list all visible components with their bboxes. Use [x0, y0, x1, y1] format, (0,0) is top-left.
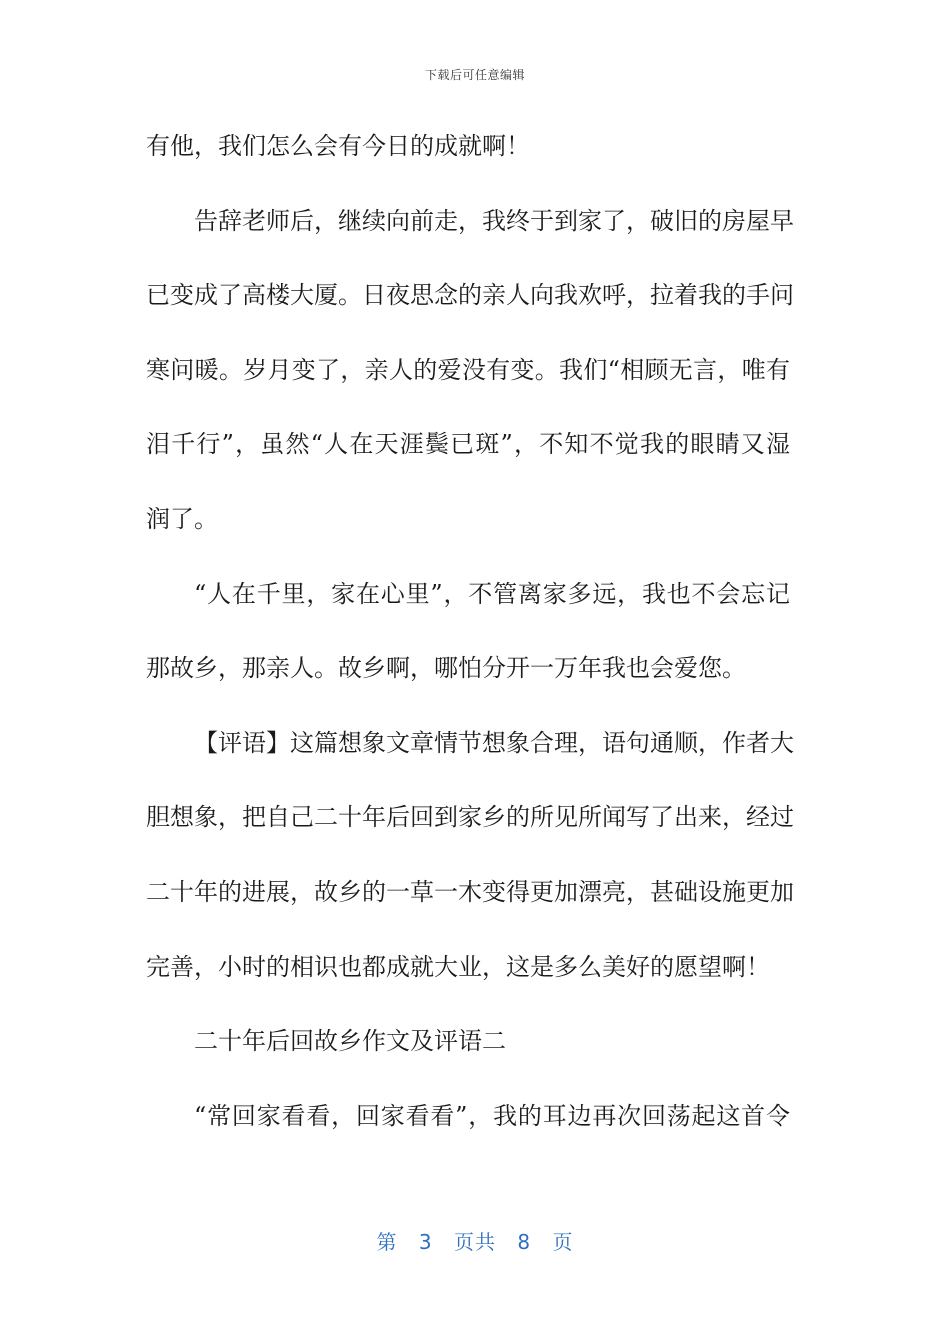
- text-line: 寒问暖。岁月变了，亲人的爱没有变。我们“相顾无言，唯有: [146, 356, 790, 384]
- footer-prefix: 第: [376, 1230, 398, 1254]
- header-note: 下载后可任意编辑: [424, 68, 525, 82]
- text-line: “人在千里，家在心里”，不管离家多远，我也不会忘记: [194, 580, 790, 608]
- text-line: 那故乡，那亲人。故乡啊，哪怕分开一万年我也会爱您。: [146, 654, 746, 682]
- text-line: 润了。: [146, 505, 218, 533]
- footer-middle: 页共: [454, 1230, 496, 1254]
- text-line: 泪千行”，虽然“人在天涯鬓已斑”，不知不觉我的眼睛又湿: [146, 430, 790, 458]
- text-line: 有他，我们怎么会有今日的成就啊！: [146, 132, 530, 160]
- text-line: 已变成了高楼大厦。日夜思念的亲人向我欢呼，拉着我的手问: [146, 281, 794, 309]
- section-heading: 二十年后回故乡作文及评语二: [194, 1027, 506, 1055]
- footer-suffix: 页: [552, 1230, 574, 1254]
- total-pages-number: 8: [517, 1230, 532, 1254]
- text-line: 完善，小时的相识也都成就大业，这是多么美好的愿望啊！: [146, 953, 770, 981]
- text-line: 告辞老师后，继续向前走，我终于到家了，破旧的房屋早: [194, 207, 794, 235]
- text-line: 二十年的进展，故乡的一草一木变得更加漂亮，甚础设施更加: [146, 878, 794, 906]
- text-line: 【评语】这篇想象文章情节想象合理，语句通顺，作者大: [194, 729, 794, 757]
- text-line: “常回家看看，回家看看”，我的耳边再次回荡起这首令: [194, 1102, 790, 1130]
- page-footer: [0, 1226, 950, 1255]
- text-line: 胆想象，把自己二十年后回到家乡的所见所闻写了出来，经过: [146, 803, 794, 831]
- current-page-number: 3: [418, 1230, 433, 1254]
